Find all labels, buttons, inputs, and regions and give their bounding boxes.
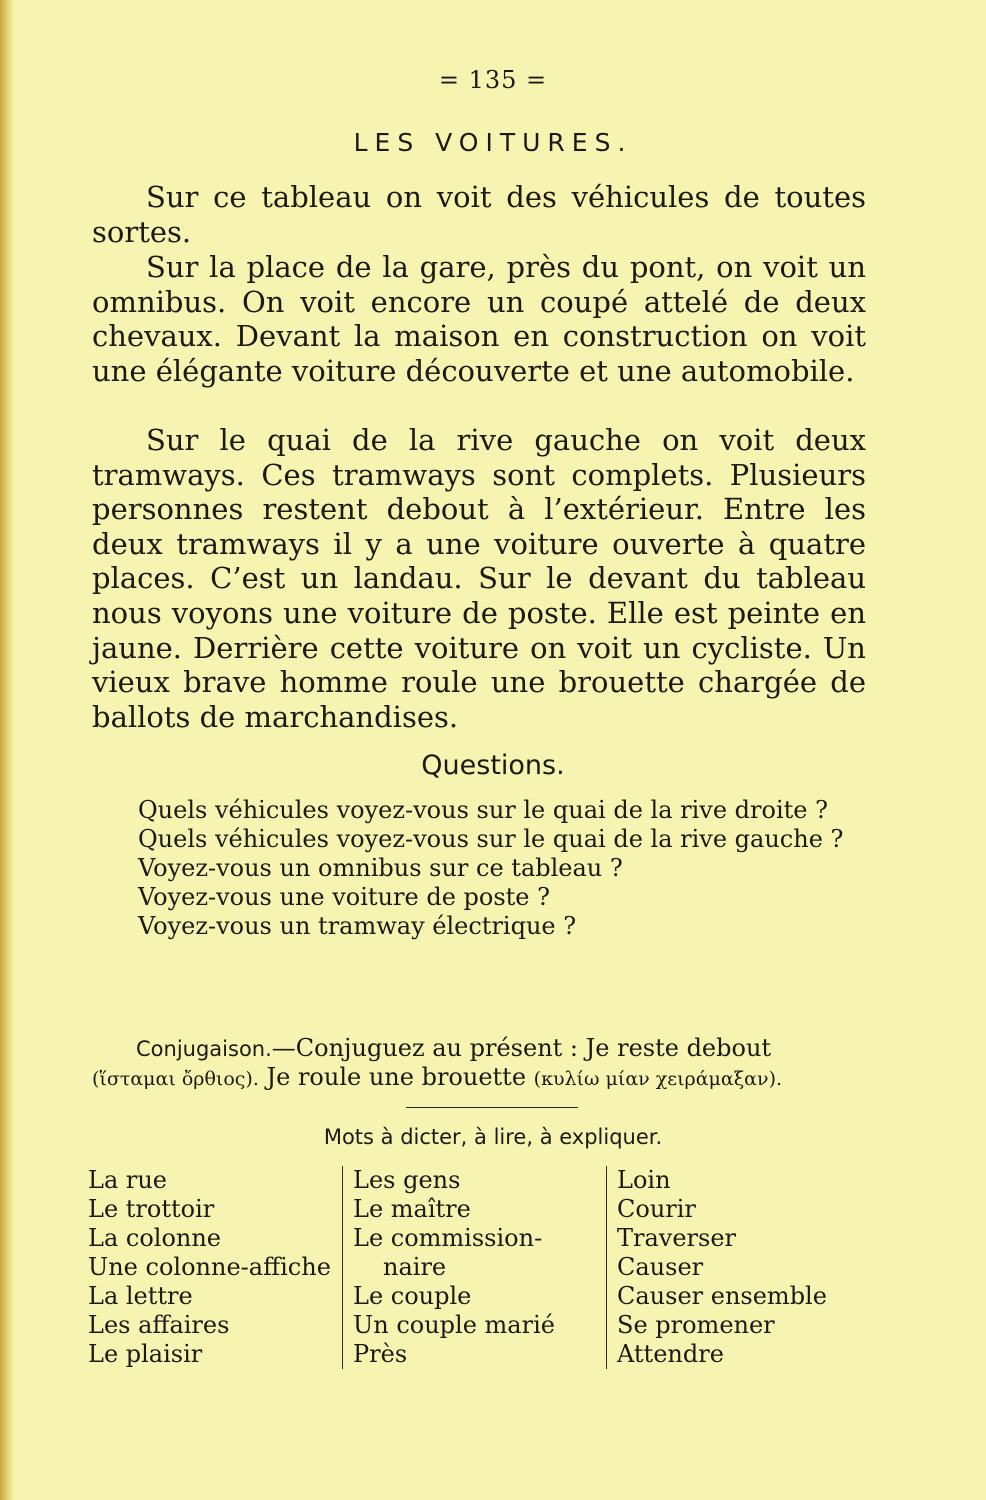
vocabulary-word: Le trottoir <box>88 1195 215 1223</box>
conjugation-text-1: —Conjuguez au présent : Je reste debout <box>271 1034 772 1062</box>
questions-list <box>92 796 866 941</box>
paragraph-3: Sur le quai de la rive gauche on voit deux tramways. Ces tramways sont complets. Plusieurs personnes restent debout à l’extérieur. Entre les deux tramways il y a une voiture ouverte à quatre places. C’est un landau. Sur le devant du tableau nous voyons une voiture de poste. Elle est peinte en jaune. Derrière cette voiture on voit un cycliste. Un vieux brave homme roule une brouette chargée de ballots de marchandises. <box>92 423 866 734</box>
vocabulary-word: Loin <box>617 1166 671 1194</box>
vocabulary-word: Attendre <box>617 1340 724 1368</box>
conjugation-label: Conjugaison. <box>136 1037 272 1061</box>
vocabulary-column-2 <box>342 1166 613 1369</box>
section-divider <box>406 1107 578 1108</box>
questions-heading: Questions. <box>421 750 565 781</box>
greek-translation-1: (ἵσταμαι ὄρθιος). <box>92 1068 259 1090</box>
vocabulary-heading: Mots à dicter, à lire, à expliquer. <box>323 1125 663 1149</box>
paragraph-1: Sur ce tableau on voit des véhicules de toutes sortes. <box>92 180 866 249</box>
vocabulary-word: La rue <box>88 1166 168 1194</box>
vocabulary-word: Causer ensemble <box>617 1282 827 1310</box>
question-item: Quels véhicules voyez-vous sur le quai de la rive droite ? <box>138 796 828 824</box>
vocabulary-word: Le commission- <box>353 1224 543 1252</box>
vocabulary-word: naire <box>383 1253 447 1281</box>
lesson-title: LES VOITURES. <box>353 128 633 157</box>
question-item: Voyez-vous un omnibus sur ce tableau ? <box>138 854 623 882</box>
vocabulary-word: Le couple <box>353 1282 472 1310</box>
page-number: = 135 = <box>438 66 548 94</box>
vocabulary-word: Le plaisir <box>88 1340 203 1368</box>
vocabulary-word: Se promener <box>617 1311 775 1339</box>
conjugation-exercise <box>136 1034 866 1064</box>
greek-translation-2: (κυλίω μίαν χειράμαξαν). <box>533 1068 783 1090</box>
vocabulary-word: Causer <box>617 1253 704 1281</box>
vocabulary-word: Une colonne-affiche <box>88 1253 331 1281</box>
conjugation-text-2: Je roule une brouette <box>258 1063 534 1091</box>
vocabulary-word: Les gens <box>353 1166 461 1194</box>
vocabulary-column-1 <box>88 1166 338 1369</box>
vocabulary-column-3 <box>606 1166 877 1369</box>
conjugation-exercise-line-2 <box>92 1063 866 1094</box>
vocabulary-word: La lettre <box>88 1282 193 1310</box>
vocabulary-word: Un couple marié <box>353 1311 555 1339</box>
question-item: Voyez-vous une voiture de poste ? <box>138 883 551 911</box>
vocabulary-word: Les affaires <box>88 1311 230 1339</box>
vocabulary-word: Traverser <box>617 1224 737 1252</box>
vocabulary-word: Le maître <box>353 1195 471 1223</box>
vocabulary-word: La colonne <box>88 1224 222 1252</box>
paragraph-2: Sur la place de la gare, près du pont, on voit un omnibus. On voit encore un coupé attelé de deux chevaux. Devant la maison en construction on voit une élégante voiture découverte et une automobile. <box>92 250 866 388</box>
question-item: Voyez-vous un tramway électrique ? <box>138 912 577 940</box>
vocabulary-word: Courir <box>617 1195 696 1223</box>
question-item: Quels véhicules voyez-vous sur le quai de la rive gauche ? <box>138 825 844 853</box>
vocabulary-word: Près <box>353 1340 408 1368</box>
